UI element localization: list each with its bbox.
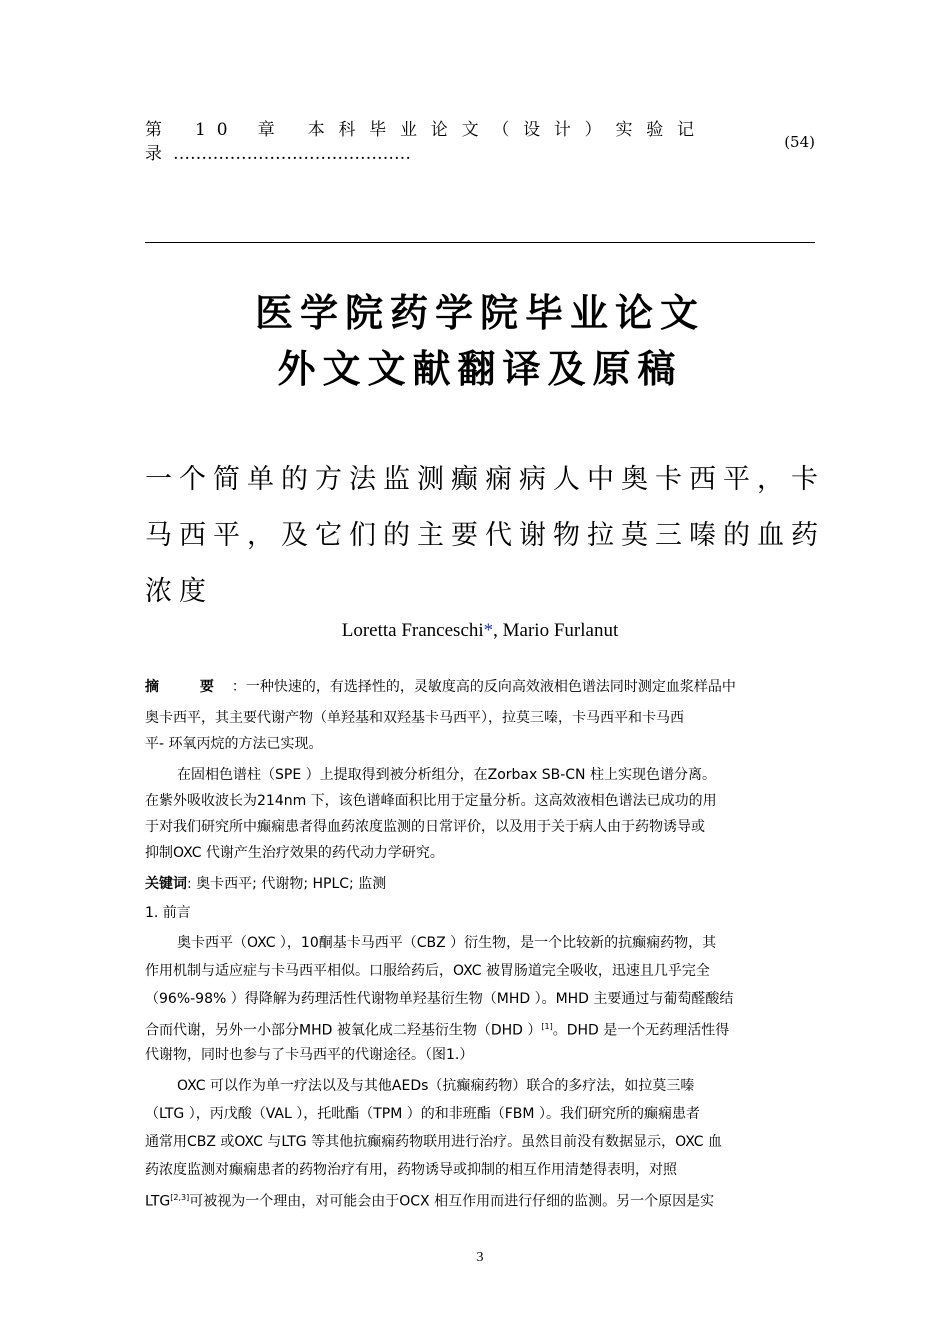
chapter-title: 第 10 章 本科毕业论文（设计）实验记录	[145, 120, 705, 164]
abstract-line: 平- 环氧丙烷的方法已实现。	[145, 736, 323, 752]
paragraph-line: （96%-98% ）得降解为药理活性代谢物单羟基衍生物（MHD ）。MHD 主要通过与葡萄醛酸结	[145, 991, 734, 1007]
abstract-line: 在固相色谱柱（SPE ）上提取得到被分析组分，在Zorbax SB-CN 柱上实现色谱分离。	[177, 767, 716, 783]
paper-title-line-2: 马西平，及它们的主要代谢物拉莫三嗪的血药	[145, 520, 825, 551]
leader-dots: ……………………………………	[173, 144, 411, 164]
paragraph-text: 可被视为一个理由，对可能会由于OCX 相互作用而进行仔细的监测。另一个原因是实	[189, 1193, 715, 1210]
keywords-label: 关键词	[145, 876, 187, 892]
header-rule	[145, 242, 815, 243]
abstract-line: 奥卡西平，其主要代谢产物（单羟基和双羟基卡马西平），拉莫三嗪，卡马西平和卡马西	[145, 710, 684, 726]
abstract-line: 于对我们研究所中癫痫患者得血药浓度监测的日常评价，以及用于关于病人由于药物诱导或	[145, 819, 705, 835]
paragraph-line: 奥卡西平（OXC ），10酮基卡马西平（CBZ ）衍生物，是一个比较新的抗癫痫药物，其	[177, 935, 717, 951]
paragraph-line: 作用机制与适应症与卡马西平相似。口服给药后，OXC 被胃肠道完全吸收，迅速且几乎完全	[145, 963, 710, 979]
abstract-line	[145, 674, 815, 700]
page-number: 3	[476, 1250, 484, 1265]
main-title-line-2: 外文文献翻译及原稿	[277, 347, 683, 391]
paper-title-line-3: 浓度	[145, 576, 213, 607]
keywords-text: : 奥卡西平; 代谢物; HPLC; 监测	[187, 876, 387, 892]
paper-title-line-1: 一个简单的方法监测癫痫病人中奥卡西平，卡	[145, 464, 825, 495]
main-title-line-1: 医学院药学院毕业论文	[254, 291, 705, 335]
abstract-text: 一种快速的，有选择性的，灵敏度高的反向高效液相色谱法同时测定血浆样品中	[245, 679, 736, 695]
paragraph-line: 代谢物，同时也参与了卡马西平的代谢途径。（图1.）	[145, 1047, 474, 1063]
header-page-ref: (54)	[784, 133, 815, 151]
paragraph-line	[145, 1014, 815, 1044]
citation: [2,3]	[170, 1193, 190, 1202]
abstract-colon: ：	[231, 679, 246, 695]
paragraph-line: OXC 可以作为单一疗法以及与其他AEDs（抗癫痫药物）联合的多疗法，如拉莫三嗪	[177, 1078, 695, 1094]
corresponding-star: *	[483, 620, 494, 641]
paragraph-line: （LTG ），丙戊酸（VAL ），托吡酯（TPM ）的和非班酯（FBM ）。我们研究所的癫痫患者	[145, 1106, 700, 1122]
author-line	[145, 620, 815, 642]
abstract-label: 摘 要	[145, 679, 232, 695]
paragraph-line: 药浓度监测对癫痫患者的药物治疗有用，药物诱导或抑制的相互作用清楚得表明，对照	[145, 1162, 677, 1178]
paragraph-line	[145, 1185, 815, 1215]
running-header	[145, 118, 705, 166]
section-heading: 1. 前言	[145, 905, 191, 921]
paragraph-text: LTG	[145, 1193, 171, 1210]
paragraph-text: 合而代谢，另外一小部分MHD 被氧化成二羟基衍生物（DHD ）	[145, 1022, 542, 1039]
keywords	[145, 871, 815, 897]
author-2: , Mario Furlanut	[493, 620, 619, 641]
abstract-line: 抑制OXC 代谢产生治疗效果的药代动力学研究。	[145, 845, 444, 861]
paragraph-text: 。DHD 是一个无药理活性得	[552, 1022, 730, 1039]
citation: [1]	[541, 1022, 553, 1031]
paragraph-line: 通常用CBZ 或OXC 与LTG 等其他抗癫痫药物联用进行治疗。虽然目前没有数据显示，OXC 血	[145, 1134, 722, 1150]
author-1: Loretta Franceschi	[341, 620, 484, 641]
abstract-line: 在紫外吸收波长为214nm 下，该色谱峰面积比用于定量分析。这高效液相色谱法已成功的用	[145, 793, 717, 809]
